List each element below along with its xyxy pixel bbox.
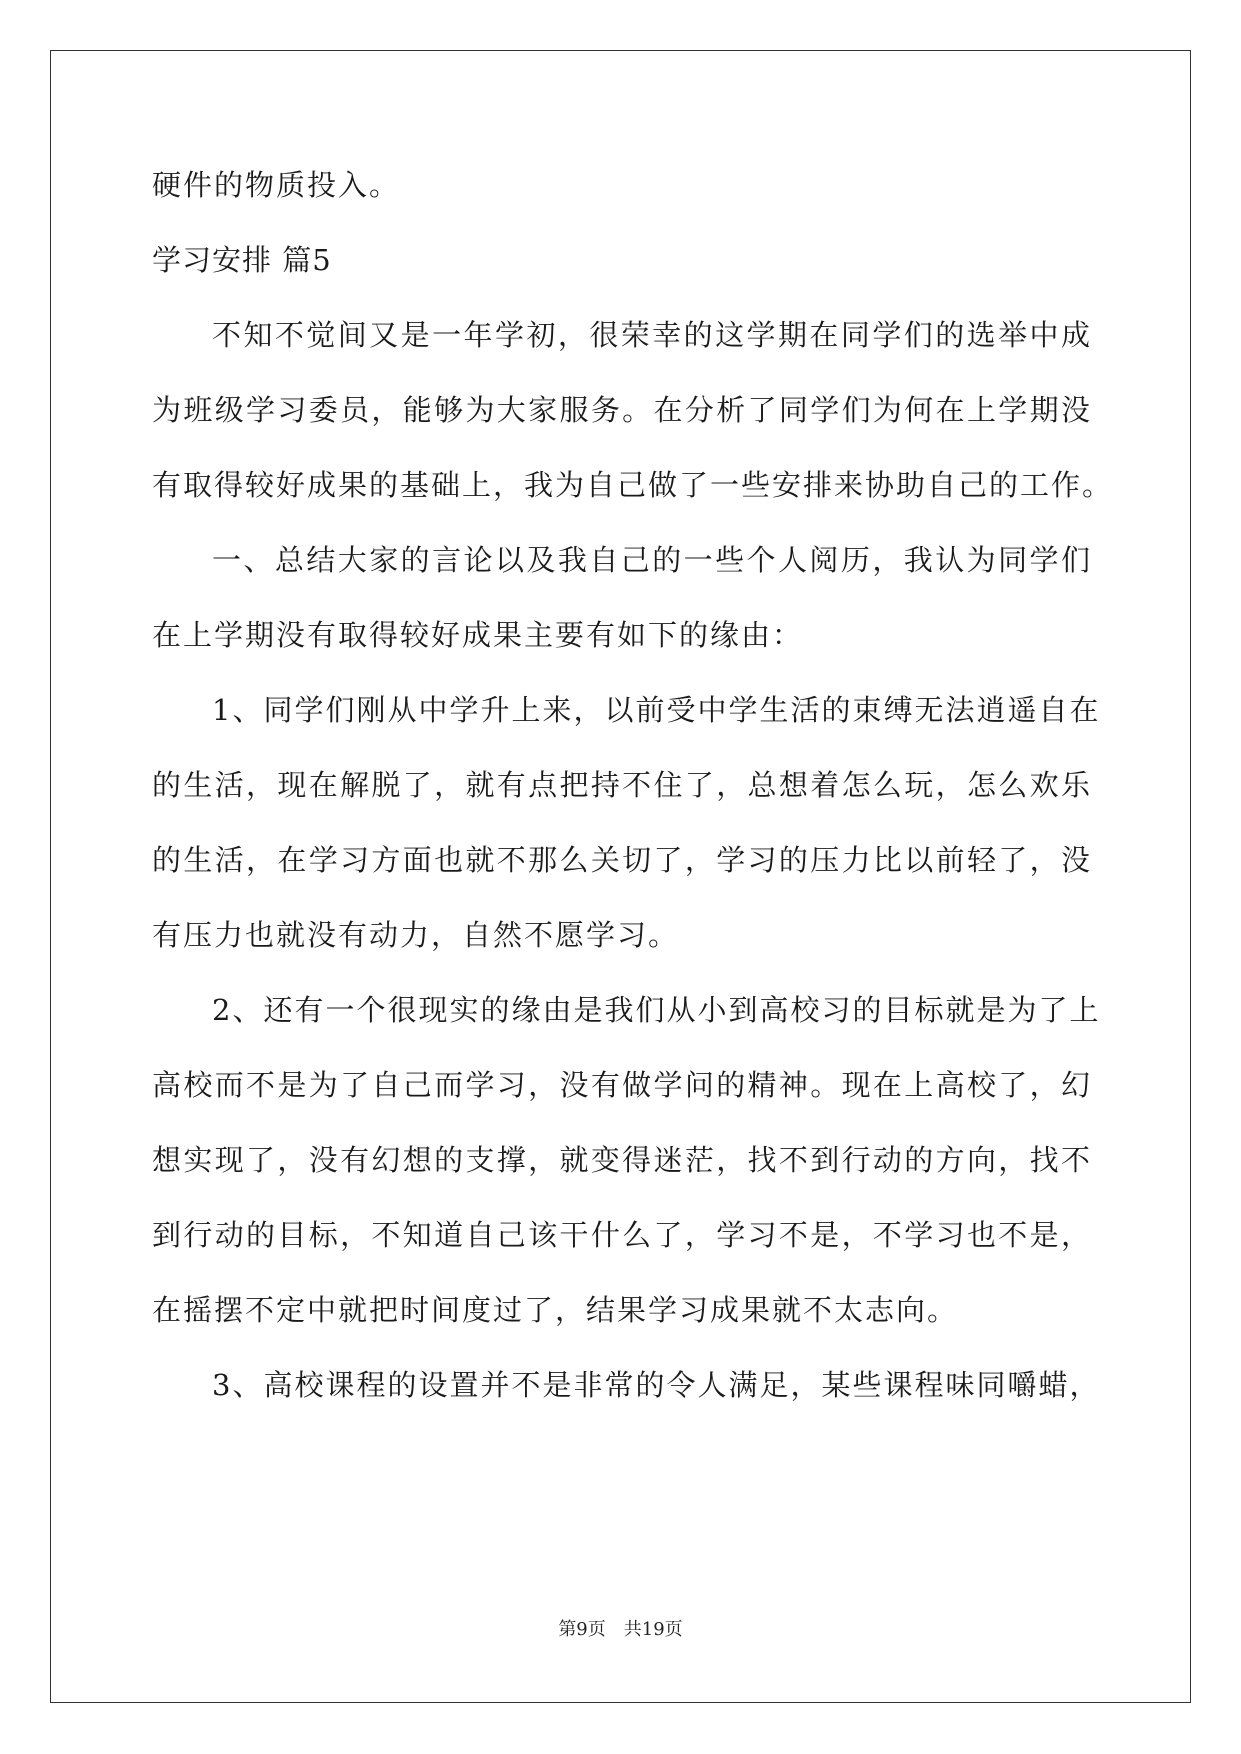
page-number-footer: 第9页 共19页 (558, 1619, 683, 1640)
paragraph-line: 2、还有一个很现实的缘由是我们从小到高校习的目标就是为了上 (212, 993, 1101, 1027)
paragraph-line: 一、总结大家的言论以及我自己的一些个人阅历，我认为同学们 (212, 543, 1092, 577)
section-heading: 学习安排 篇5 (152, 243, 332, 277)
paragraph-line: 不知不觉间又是一年学初，很荣幸的这学期在同学们的选举中成 (212, 318, 1092, 352)
paragraph-line: 硬件的物质投入。 (152, 168, 401, 202)
paragraph-line: 的生活，在学习方面也就不那么关切了，学习的压力比以前轻了，没 (152, 843, 1092, 877)
paragraph-line: 在摇摆不定中就把时间度过了，结果学习成果就不太志向。 (152, 1293, 959, 1327)
paragraph-line: 1、同学们刚从中学升上来，以前受中学生活的束缚无法逍遥自在 (212, 693, 1101, 727)
paragraph-line: 有取得较好成果的基础上，我为自己做了一些安排来协助自己的工作。 (152, 468, 1114, 502)
paragraph-line: 的生活，现在解脱了，就有点把持不住了，总想着怎么玩，怎么欢乐 (152, 768, 1092, 802)
document-body (152, 160, 1114, 1435)
paragraph-line: 想实现了，没有幻想的支撑，就变得迷茫，找不到行动的方向，找不 (152, 1143, 1092, 1177)
paragraph-line: 到行动的目标，不知道自己该干什么了，学习不是，不学习也不是， (152, 1218, 1092, 1252)
paragraph-line: 3、高校课程的设置并不是非常的令人满足，某些课程味同嚼蜡， (212, 1368, 1101, 1402)
paragraph-line: 高校而不是为了自己而学习，没有做学问的精神。现在上高校了，幻 (152, 1068, 1092, 1102)
paragraph-line: 有压力也就没有动力，自然不愿学习。 (152, 918, 680, 952)
paragraph-line: 在上学期没有取得较好成果主要有如下的缘由： (152, 618, 804, 652)
paragraph-line: 为班级学习委员，能够为大家服务。在分析了同学们为何在上学期没 (152, 393, 1092, 427)
